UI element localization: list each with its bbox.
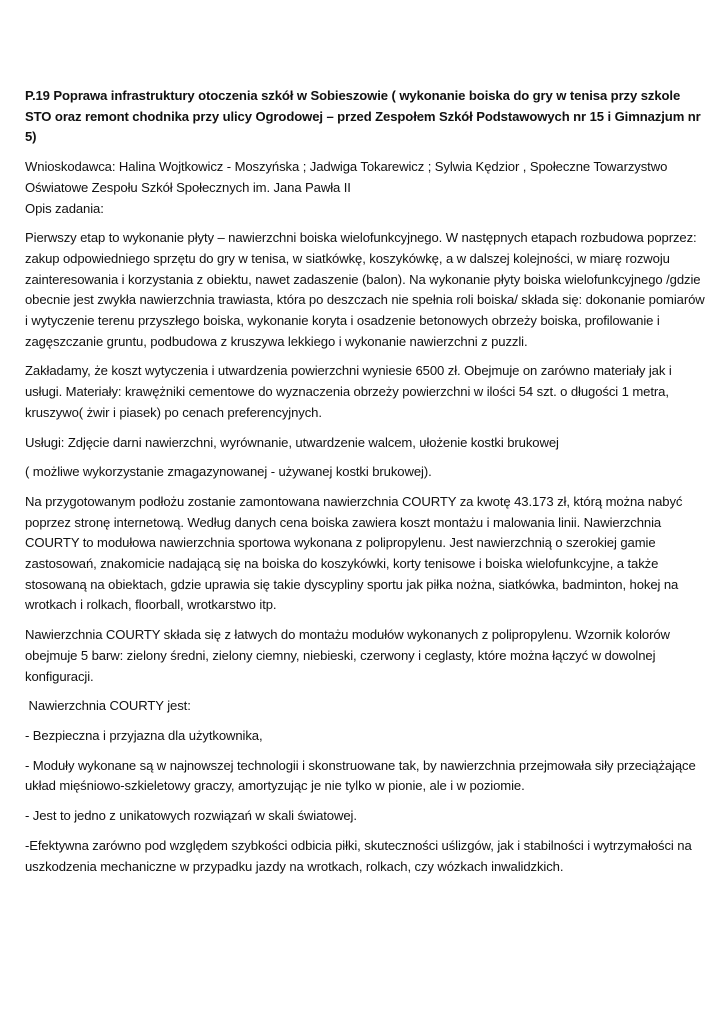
paragraph-services: Usługi: Zdjęcie darni nawierzchni, wyrównanie, utwardzenie walcem, ułożenie kostki brukowej: [25, 434, 559, 450]
bullet-modules: - Moduły wykonane są w najnowszej technologii i skonstruowane tak, by nawierzchnia przejmowała siły przeciążające układ mięśniowo-szkieletowy graczy, amortyzując je nie tylko w pionie, ale i w poziomie.: [25, 757, 696, 794]
bullet-unique: - Jest to jedno z unikatowych rozwiązań w skali światowej.: [25, 808, 357, 824]
applicants-text: Wnioskodawca: Halina Wojtkowicz - Moszyńska ; Jadwiga Tokarewicz ; Sylwia Kędzior , Społeczne Towarzystwo Oświatowe Zespołu Szkół Społecznych im. Jana Pawła II: [25, 159, 668, 195]
bullet-effective: -Efektywna zarówno pod względem szybkości odbicia piłki, skuteczności uślizgów, jak i stabilności i wytrzymałości na uszkodzenia mechaniczne w przypadku jazdy na wrotkach, rolkach, czy wózkach inwalidzkich.: [25, 837, 692, 874]
description-heading: Opis zadania:: [25, 200, 104, 216]
paragraph-first-stage: Pierwszy etap to wykonanie płyty – nawierzchni boiska wielofunkcyjnego. W następnych etapach rozbudowa poprzez: zakup odpowiedniego sprzętu do gry w tenisa, w siatkówkę, koszykówkę, a w dalszej kolejności, w miarę rozwoju zainteresowania i korzystania z obiektu, nawet zadaszenie (balon). Na wykonanie płyty boiska wielofunkcyjnego /gdzie obecnie jest zwykła nawierzchnia trawiasta, która po deszczach nie spełnia roli boiska/ składa się: dokonanie pomiarów i wytyczenie terenu przyszłego boiska, wykonanie koryta i osadzenie betonowych obrzeży boiska, profilowanie i zagęszczanie gruntu, podbudowa z kruszywa lekkiego i wykonanie nawierzchni z puzzli.: [25, 230, 705, 349]
paragraph-courty-is: Nawierzchnia COURTY jest:: [25, 698, 191, 714]
document-page: [25, 86, 708, 886]
paragraph-reuse-note: ( możliwe wykorzystanie zmagazynowanej - używanej kostki brukowej).: [25, 464, 432, 480]
document-title: P.19 Poprawa infrastruktury otoczenia szkół w Sobieszowie ( wykonanie boiska do gry w tenisa przy szkole STO oraz remont chodnika przy ulicy Ogrodowej – przed Zespołem Szkół Podstawowych nr 15 i Gimnazjum nr 5): [25, 88, 701, 145]
paragraph-courty-colors: Nawierzchnia COURTY składa się z łatwych do montażu modułów wykonanych z polipropylenu. Wzornik kolorów obejmuje 5 barw: zielony średni, zielony ciemny, niebieski, czerwony i ceglasty, które można łączyć w dowolnej konfiguracji.: [25, 627, 670, 684]
bullet-safe: - Bezpieczna i przyjazna dla użytkownika,: [25, 727, 263, 743]
paragraph-courty-intro: Na przygotowanym podłożu zostanie zamontowana nawierzchnia COURTY za kwotę 43.173 zł, którą można nabyć poprzez stronę internetową. Według danych cena boiska zawiera koszt montażu i malowania linii. Nawierzchnia COURTY to modułowa nawierzchnia sportowa wykonana z polipropylenu. Jest nawierzchnią o szerokiej gamie zastosowań, znakomicie nadającą się na boiska do koszykówki, korty tenisowe i boiska wielofunkcyjne, a także stosowaną na obiektach, gdzie uprawia się takie dyscypliny sportu jak piłka nożna, siatkówka, badminton, hokej na wrotkach i rolkach, floorball, wrotkarstwo itp.: [25, 493, 683, 613]
paragraph-cost: Zakładamy, że koszt wytyczenia i utwardzenia powierzchni wyniesie 6500 zł. Obejmuje on zarówno materiały jak i usługi. Materiały: krawężniki cementowe do wyznaczenia obrzeży powierzchni w ilości 54 szt. o długości 1 metra, kruszywo( żwir i piasek) po cenach preferencyjnych.: [25, 363, 672, 420]
